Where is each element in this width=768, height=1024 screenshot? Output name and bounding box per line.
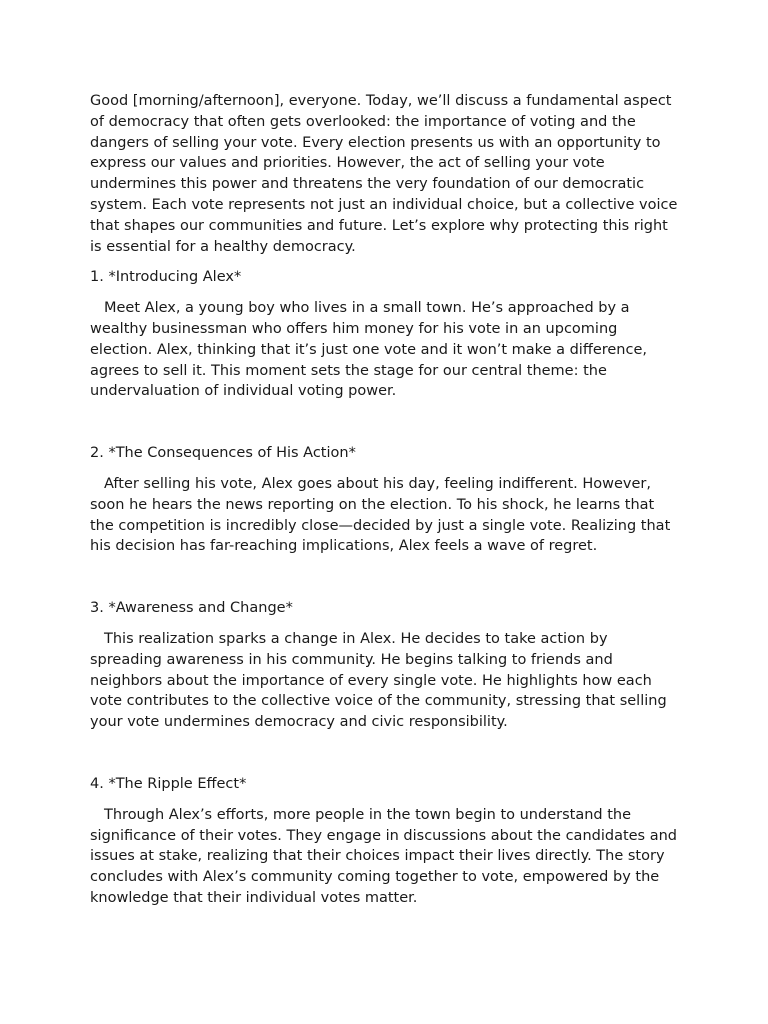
section-2-heading: 2. *The Consequences of His Action* (90, 445, 356, 462)
section-3-body: This realization sparks a change in Alex. He decides to take action by spreading awareness in his community. He begins talking to friends and neighbors about the importance of every single vote. He highlights how each vote contributes to the collective voice of the community, stressing that selling your vote undermines democracy and civic responsibility. (90, 630, 667, 731)
section-1-heading: 1. *Introducing Alex* (90, 269, 242, 286)
intro-paragraph: Good [morning/afternoon], everyone. Today, we’ll discuss a fundamental aspect of democracy that often gets overlooked: the importance of voting and the dangers of selling your vote. Every election presents us with an opportunity to express our values and priorities. However, the act of selling your vote undermines this power and threatens the very foundation of our democratic system. Each vote represents not just an individual choice, but a collective voice that shapes our communities and future. Let’s explore why protecting this right is essential for a healthy democracy. (90, 93, 678, 255)
section-spacer (90, 557, 682, 598)
section-2-body: After selling his vote, Alex goes about his day, feeling indifferent. However, soon he hears the news reporting on the election. To his shock, he learns that the competition is incredibly close—decided by just a single vote. Realizing that his decision has far-reaching implications, Alex feels a wave of regret. (90, 475, 671, 555)
section-3-heading: 3. *Awareness and Change* (90, 600, 293, 617)
section-4-heading: 4. *The Ripple Effect* (90, 775, 247, 792)
section-4-body: Through Alex’s efforts, more people in the town begin to understand the significance of their votes. They engage in discussions about the candidates and issues at stake, realizing that their choices impact their lives directly. The story concludes with Alex’s community coming together to vote, empowered by the knowledge that their individual votes matter. (90, 806, 678, 906)
document-page (90, 91, 682, 909)
section-spacer (90, 733, 682, 774)
section-1-body: Meet Alex, a young boy who lives in a small town. He’s approached by a wealthy businessman who offers him money for his vote in an upcoming election. Alex, thinking that it’s just one vote and it won’t make a difference, agrees to sell it. This moment sets the stage for our central theme: the undervaluation of individual voting power. (90, 300, 647, 400)
section-spacer (90, 402, 682, 443)
